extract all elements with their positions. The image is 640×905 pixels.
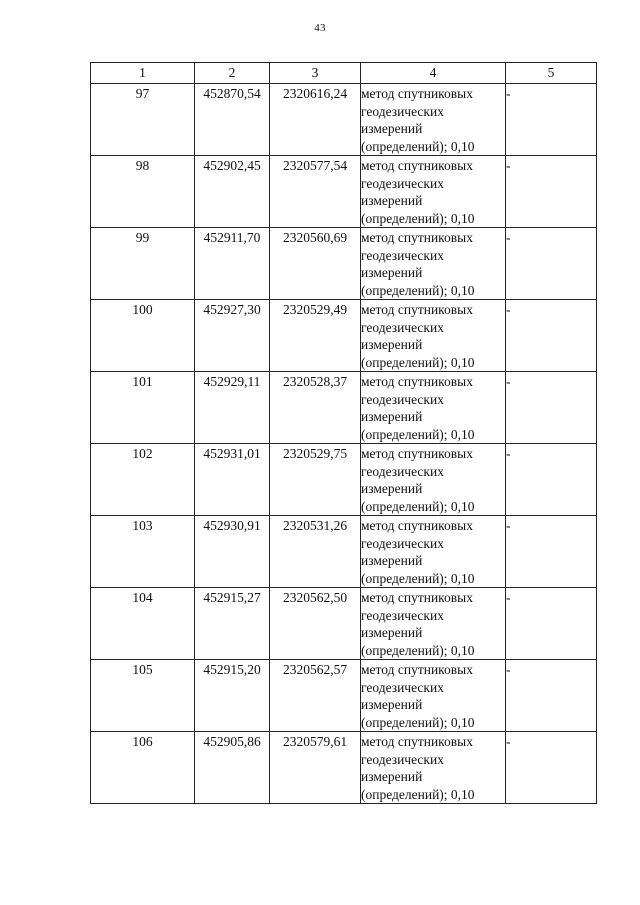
coord-x: 452915,20	[195, 660, 270, 732]
method-cell: метод спутниковых геодезических измерений (определений); 0,10	[361, 732, 506, 804]
table-row	[91, 84, 597, 156]
col5-cell: -	[506, 372, 597, 444]
coord-x: 452905,86	[195, 732, 270, 804]
col5-cell: -	[506, 444, 597, 516]
point-number: 103	[91, 516, 195, 588]
table-row	[91, 228, 597, 300]
col5-cell: -	[506, 300, 597, 372]
coord-y: 2320531,26	[270, 516, 361, 588]
method-cell: метод спутниковых геодезических измерений (определений); 0,10	[361, 372, 506, 444]
point-number: 106	[91, 732, 195, 804]
point-number: 99	[91, 228, 195, 300]
header-row	[91, 63, 597, 84]
col5-cell: -	[506, 156, 597, 228]
coord-y: 2320529,75	[270, 444, 361, 516]
coord-y: 2320579,61	[270, 732, 361, 804]
header-col-4: 4	[361, 63, 506, 84]
coord-x: 452911,70	[195, 228, 270, 300]
coord-y: 2320560,69	[270, 228, 361, 300]
point-number: 105	[91, 660, 195, 732]
coord-x: 452870,54	[195, 84, 270, 156]
coord-x: 452931,01	[195, 444, 270, 516]
col5-cell: -	[506, 516, 597, 588]
table-row	[91, 660, 597, 732]
table-row	[91, 732, 597, 804]
coord-y: 2320528,37	[270, 372, 361, 444]
coord-y: 2320529,49	[270, 300, 361, 372]
header-col-3: 3	[270, 63, 361, 84]
header-col-2: 2	[195, 63, 270, 84]
method-cell: метод спутниковых геодезических измерений (определений); 0,10	[361, 228, 506, 300]
method-cell: метод спутниковых геодезических измерений (определений); 0,10	[361, 300, 506, 372]
col5-cell: -	[506, 84, 597, 156]
table-row	[91, 300, 597, 372]
coord-x: 452930,91	[195, 516, 270, 588]
table-row	[91, 372, 597, 444]
col5-cell: -	[506, 732, 597, 804]
point-number: 98	[91, 156, 195, 228]
coord-y: 2320577,54	[270, 156, 361, 228]
point-number: 97	[91, 84, 195, 156]
coord-x: 452927,30	[195, 300, 270, 372]
col5-cell: -	[506, 660, 597, 732]
point-number: 102	[91, 444, 195, 516]
point-number: 104	[91, 588, 195, 660]
table-row	[91, 444, 597, 516]
page-number: 43	[314, 22, 326, 34]
method-cell: метод спутниковых геодезических измерений (определений); 0,10	[361, 660, 506, 732]
method-cell: метод спутниковых геодезических измерений (определений); 0,10	[361, 444, 506, 516]
col5-cell: -	[506, 228, 597, 300]
method-cell: метод спутниковых геодезических измерений (определений); 0,10	[361, 156, 506, 228]
method-cell: метод спутниковых геодезических измерений (определений); 0,10	[361, 588, 506, 660]
coord-y: 2320562,57	[270, 660, 361, 732]
header-col-5: 5	[506, 63, 597, 84]
coord-x: 452902,45	[195, 156, 270, 228]
table-row	[91, 156, 597, 228]
coord-y: 2320616,24	[270, 84, 361, 156]
coord-y: 2320562,50	[270, 588, 361, 660]
header-col-1: 1	[91, 63, 195, 84]
col5-cell: -	[506, 588, 597, 660]
table-row	[91, 588, 597, 660]
method-cell: метод спутниковых геодезических измерений (определений); 0,10	[361, 84, 506, 156]
point-number: 100	[91, 300, 195, 372]
coord-x: 452929,11	[195, 372, 270, 444]
table-row	[91, 516, 597, 588]
point-number: 101	[91, 372, 195, 444]
coord-x: 452915,27	[195, 588, 270, 660]
coordinates-table	[90, 62, 597, 804]
method-cell: метод спутниковых геодезических измерений (определений); 0,10	[361, 516, 506, 588]
